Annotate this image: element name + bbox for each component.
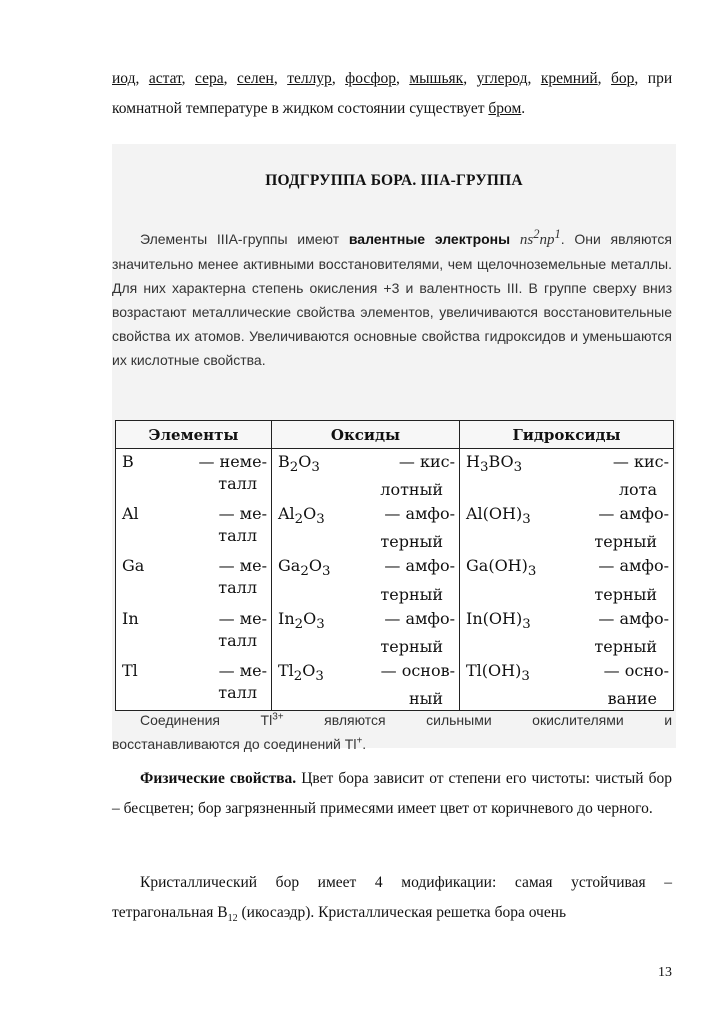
table-row [116,501,674,553]
hydroxide-cell: $Tl(OH)_3$ — осно- вание [460,658,674,711]
hydroxide-cell: $Al(OH)_3$ — амфо- терный [460,501,674,553]
word-kremniy: кремний [540,70,598,87]
tl-compounds-paragraph [112,708,672,756]
word-brom: бром [488,100,522,117]
table-row [116,606,674,658]
element-cell: In — ме- талл [116,606,272,658]
table-header-row [116,421,674,449]
word-uglerod: углерод [476,70,528,87]
oxide-cell: $Al_2O_3$ — амфо- терный [272,501,460,553]
element-cell: Al — ме- талл [116,501,272,553]
word-tellur: теллур [287,70,332,87]
page-number: 13 [658,965,672,980]
oxide-cell: $Ga_2O_3$ — амфо- терный [272,553,460,605]
intro-tail: при [647,70,673,87]
word-myshyak: мышьяк [409,70,464,87]
crystal-paragraph: Кристаллический бор имеет 4 модификации: самая устойчивая – тетрагональная $B_{12}$ (икосаэдр). Кристаллическая решетка бора очень [112,874,672,925]
word-astat: астат [148,70,182,87]
tl-line-1: Соединения $Tl^{3+}$ являются сильными окислителями и [140,711,673,728]
table-row [116,553,674,605]
header-elements: Элементы [116,421,272,449]
hydroxide-cell: $In(OH)_3$ — амфо- терный [460,606,674,658]
header-hydroxides: Гидроксиды [460,421,674,449]
group-description: Элементы IIIA-группы имеют валентные электроны $ns^2np^1$. Они являются значительно менее активными восстановителями, чем щелочноземельные металлы. Для них характерна степень окисления +3 и валентность III. В группе сверху вниз возрастают металлические свойства элементов, увеличиваются восстановительные свойства их атомов. Увеличиваются основные свойства гидроксидов и уменьшаются их кислотные свойства. [112,227,672,368]
hydroxide-cell: $H_3BO_3$ — кис- лота [460,449,674,502]
oxide-cell: $Tl_2O_3$ — основ- ный [272,658,460,711]
hydroxide-cell: $Ga(OH)_3$ — амфо- терный [460,553,674,605]
intro-line-2: комнатной температуре в жидком состоянии существует бром. [112,100,526,117]
table-row [116,449,674,502]
element-cell: Ga — ме- талл [116,553,272,605]
section-title: ПОДГРУППА БОРА. IIIA-ГРУППА [265,172,523,189]
tl-line-2: восстанавливаются до соединений Tl+. [112,735,367,752]
valence-electrons-term: валентные электроны [348,231,511,247]
physical-properties-paragraph: Физические свойства. Цвет бора зависит от степени его чистоты: чистый бор – бесцветен; бор загрязненный примесями имеет цвет от коричневого до черного. [112,770,672,817]
word-selen: селен [236,70,274,87]
electron-formula: $ns^2np^1$ [519,227,561,248]
oxides-hydroxides-table [115,420,674,711]
oxide-cell: $In_2O_3$ — амфо- терный [272,606,460,658]
header-oxides: Оксиды [272,421,460,449]
oxide-cell: $B_2O_3$ — кис- лотный [272,449,460,502]
intro-paragraph [112,64,672,124]
table-row [116,658,674,711]
element-cell: B — неме- талл [116,449,272,502]
word-fosfor: фосфор [345,70,396,87]
word-bor: бор [611,70,635,87]
word-iod: иод [112,70,136,87]
element-cell: Tl — ме- талл [116,658,272,711]
physical-properties-heading: Физические свойства. [140,770,297,787]
word-sera: сера [195,70,224,87]
intro-line-1: иод, астат, сера, селен, теллур, фосфор, мышьяк, углерод, кремний, бор, при [112,70,673,87]
